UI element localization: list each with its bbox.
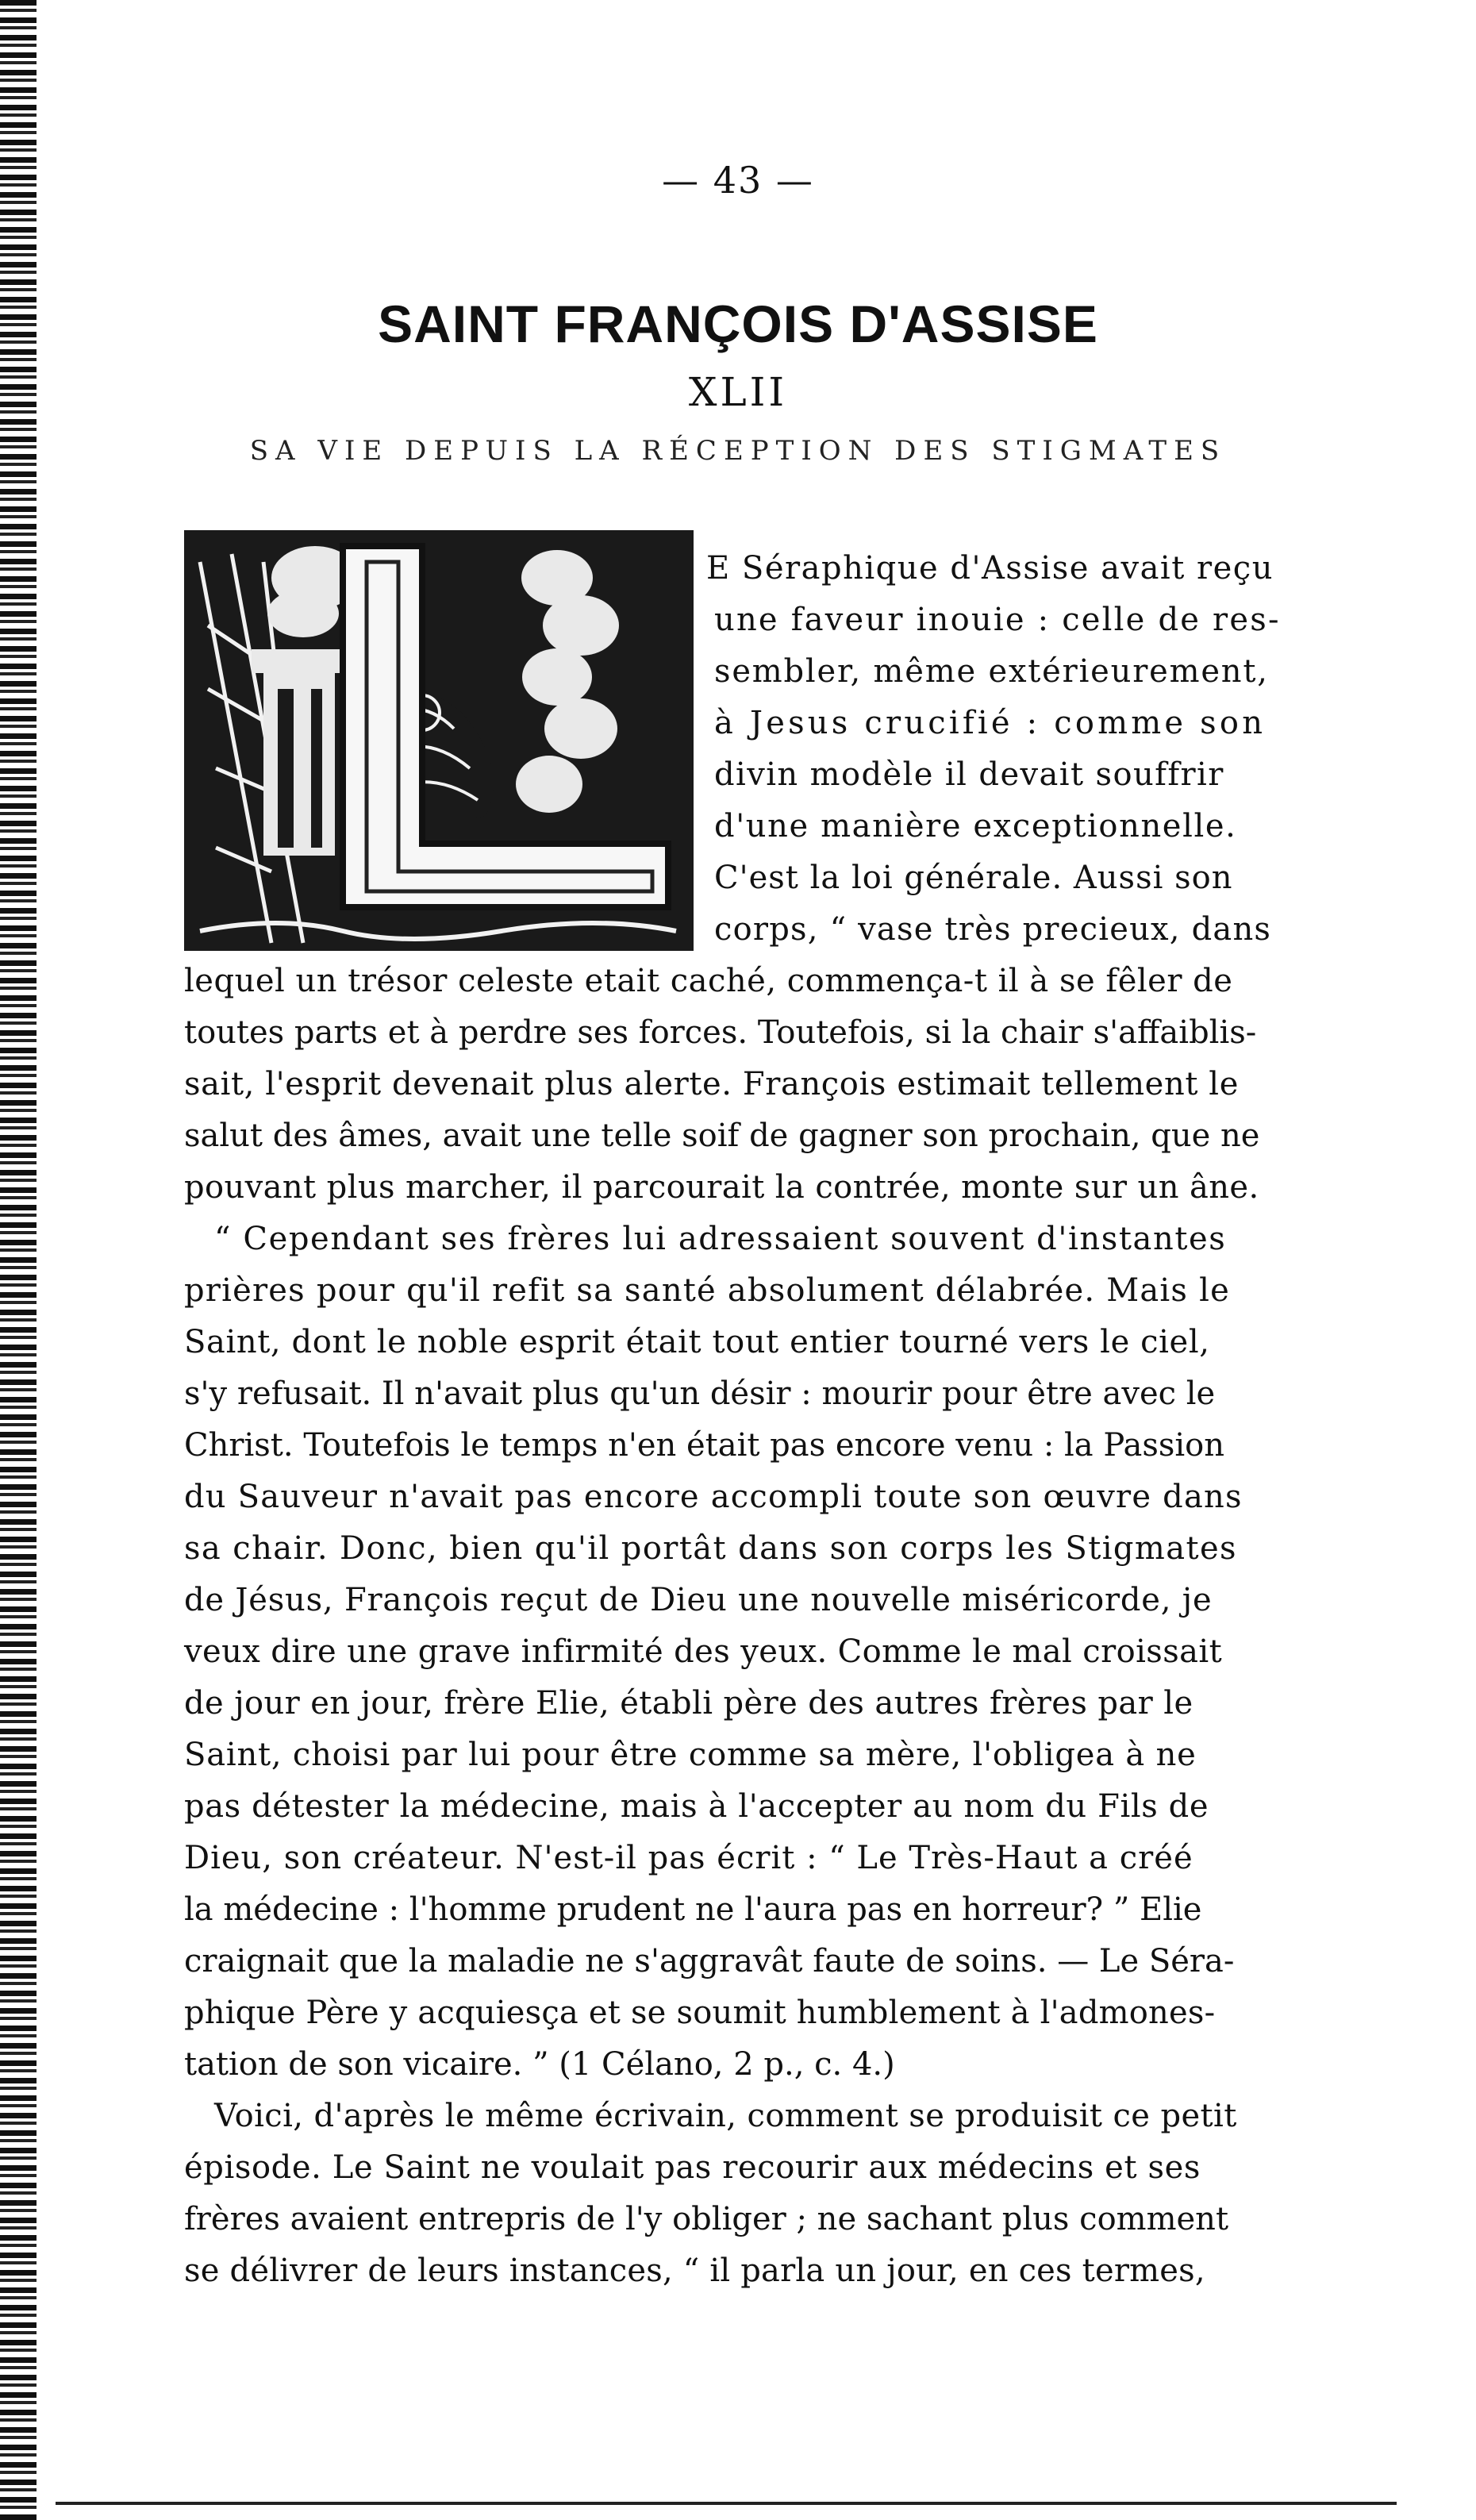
- body-line: sa chair. Donc, bien qu'il portât dans son corps les Stigmates: [184, 1530, 1237, 1567]
- body-line: salut des âmes, avait une telle soif de gagner son prochain, que ne: [184, 1118, 1260, 1154]
- body-line: Voici, d'après le même écrivain, comment se produisit ce petit: [214, 2098, 1237, 2134]
- body-line: tation de son vicaire. ” (1 Célano, 2 p., c. 4.): [184, 2046, 895, 2083]
- chapter-number: XLII: [688, 369, 788, 415]
- chapter-title: SA VIE DEPUIS LA RÉCEPTION DES STIGMATES: [249, 435, 1227, 467]
- body-line: se délivrer de leurs instances, “ il parla un jour, en ces termes,: [184, 2253, 1205, 2289]
- body-line: Saint, dont le noble esprit était tout entier tourné vers le ciel,: [184, 1324, 1210, 1360]
- body-line: prières pour qu'il refit sa santé absolument délabrée. Mais le: [184, 1272, 1230, 1309]
- body-line: divin modèle il devait souffrir: [714, 756, 1224, 793]
- body-line: Dieu, son créateur. N'est-il pas écrit : “ Le Très-Haut a créé: [184, 1840, 1193, 1876]
- body-line: du Sauveur n'avait pas encore accompli toute son œuvre dans: [184, 1479, 1243, 1515]
- body-line: épisode. Le Saint ne voulait pas recourir aux médecins et ses: [184, 2149, 1201, 2186]
- body-line: à Jesus crucifié : comme son: [714, 705, 1267, 741]
- drop-cap-initial-illustration: [184, 530, 694, 951]
- body-line: veux dire une grave infirmité des yeux. Comme le mal croissait: [184, 1633, 1223, 1670]
- body-line: toutes parts et à perdre ses forces. Toutefois, si la chair s'affaiblis-: [184, 1014, 1257, 1051]
- body-line: Christ. Toutefois le temps n'en était pas encore venu : la Passion: [184, 1427, 1225, 1464]
- body-line: sait, l'esprit devenait plus alerte. François estimait tellement le: [184, 1066, 1239, 1102]
- bottom-rule: [56, 2502, 1397, 2505]
- body-line: d'une manière exceptionnelle.: [714, 808, 1237, 844]
- body-line: une faveur inouie : celle de res-: [714, 602, 1281, 638]
- body-line: de Jésus, François reçut de Dieu une nouvelle miséricorde, je: [184, 1582, 1213, 1618]
- body-line: Saint, choisi par lui pour être comme sa mère, l'obligea à ne: [184, 1737, 1197, 1773]
- body-line: pas détester la médecine, mais à l'accepter au nom du Fils de: [184, 1788, 1209, 1825]
- body-line: E Séraphique d'Assise avait reçu: [706, 550, 1274, 587]
- body-line: la médecine : l'homme prudent ne l'aura pas en horreur? ” Elie: [184, 1891, 1202, 1928]
- body-line: pouvant plus marcher, il parcourait la contrée, monte sur un âne.: [184, 1169, 1259, 1206]
- body-line: “ Cependant ses frères lui adressaient souvent d'instantes: [214, 1221, 1227, 1257]
- body-line: de jour en jour, frère Elie, établi père des autres frères par le: [184, 1685, 1193, 1722]
- body-line: frères avaient entrepris de l'y obliger ; ne sachant plus comment: [184, 2201, 1229, 2237]
- body-line: s'y refusait. Il n'avait plus qu'un désir : mourir pour être avec le: [184, 1375, 1216, 1412]
- body-line: sembler, même extérieurement,: [714, 653, 1269, 690]
- body-line: lequel un trésor celeste etait caché, commença-t il à se fêler de: [184, 963, 1233, 999]
- book-title: SAINT FRANÇOIS D'ASSISE: [378, 294, 1098, 353]
- page-number: — 43 —: [662, 159, 814, 202]
- body-line: corps, “ vase très precieux, dans: [714, 911, 1272, 948]
- body-line: craignait que la maladie ne s'aggravât faute de soins. — Le Séra-: [184, 1943, 1235, 1979]
- body-line: phique Père y acquiesça et se soumit humblement à l'admones-: [184, 1995, 1216, 2031]
- body-line: C'est la loi générale. Aussi son: [714, 860, 1233, 896]
